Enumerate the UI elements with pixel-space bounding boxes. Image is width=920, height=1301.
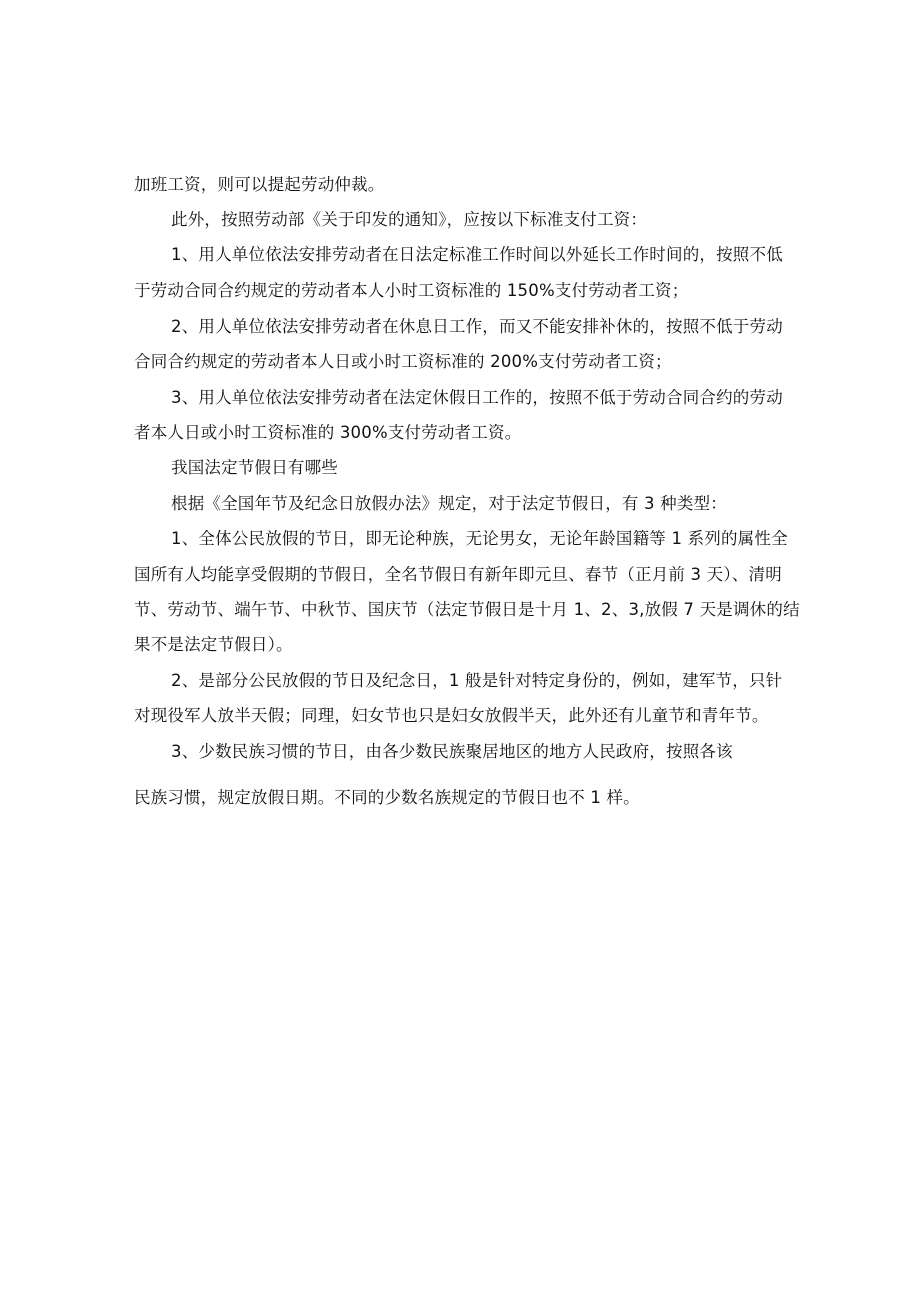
text-line: 者本人日或小时工资标准的 300%支付劳动者工资。 — [134, 423, 522, 442]
text-line: 节、劳动节、端午节、中秋节、国庆节（法定节假日是十月 1、2、3,放假 7 天是调休的结 — [134, 600, 800, 619]
text-line: 合同合约规定的劳动者本人日或小时工资标准的 200%支付劳动者工资； — [134, 352, 672, 371]
text-line: 加班工资，则可以提起劳动仲裁。 — [134, 175, 385, 194]
text-line: 于劳动合同合约规定的劳动者本人小时工资标准的 150%支付劳动者工资； — [134, 281, 689, 300]
text-line: 对现役军人放半天假；同理，妇女节也只是妇女放假半天，此外还有儿童节和青年节。 — [134, 706, 769, 725]
text-line: 2、是部分公民放假的节日及纪念日，1 般是针对特定身份的，例如，建军节，只针 — [171, 671, 783, 690]
text-line: 根据《全国年节及纪念日放假办法》规定，对于法定节假日，有 3 种类型： — [171, 494, 727, 513]
text-line: 1、用人单位依法安排劳动者在日法定标准工作时间以外延长工作时间的，按照不低 — [171, 245, 783, 264]
text-line: 民族习惯，规定放假日期。不同的少数名族规定的节假日也不 1 样。 — [134, 788, 640, 807]
text-line: 国所有人均能享受假期的节假日，全名节假日有新年即元旦、春节（正月前 3 天）、清明 — [134, 565, 782, 584]
text-line: 此外，按照劳动部《关于印发的通知》，应按以下标准支付工资： — [171, 210, 648, 229]
text-line: 3、少数民族习惯的节日，由各少数民族聚居地区的地方人民政府，按照各该 — [171, 742, 733, 761]
text-line: 果不是法定节假日）。 — [134, 635, 293, 654]
section-heading: 我国法定节假日有哪些 — [171, 458, 338, 477]
text-line: 1、全体公民放假的节日，即无论种族，无论男女，无论年龄国籍等 1 系列的属性全 — [171, 529, 788, 548]
text-line: 2、用人单位依法安排劳动者在休息日工作，而又不能安排补休的，按照不低于劳动 — [171, 317, 783, 336]
text-line: 3、用人单位依法安排劳动者在法定休假日工作的，按照不低于劳动合同合约的劳动 — [171, 388, 783, 407]
